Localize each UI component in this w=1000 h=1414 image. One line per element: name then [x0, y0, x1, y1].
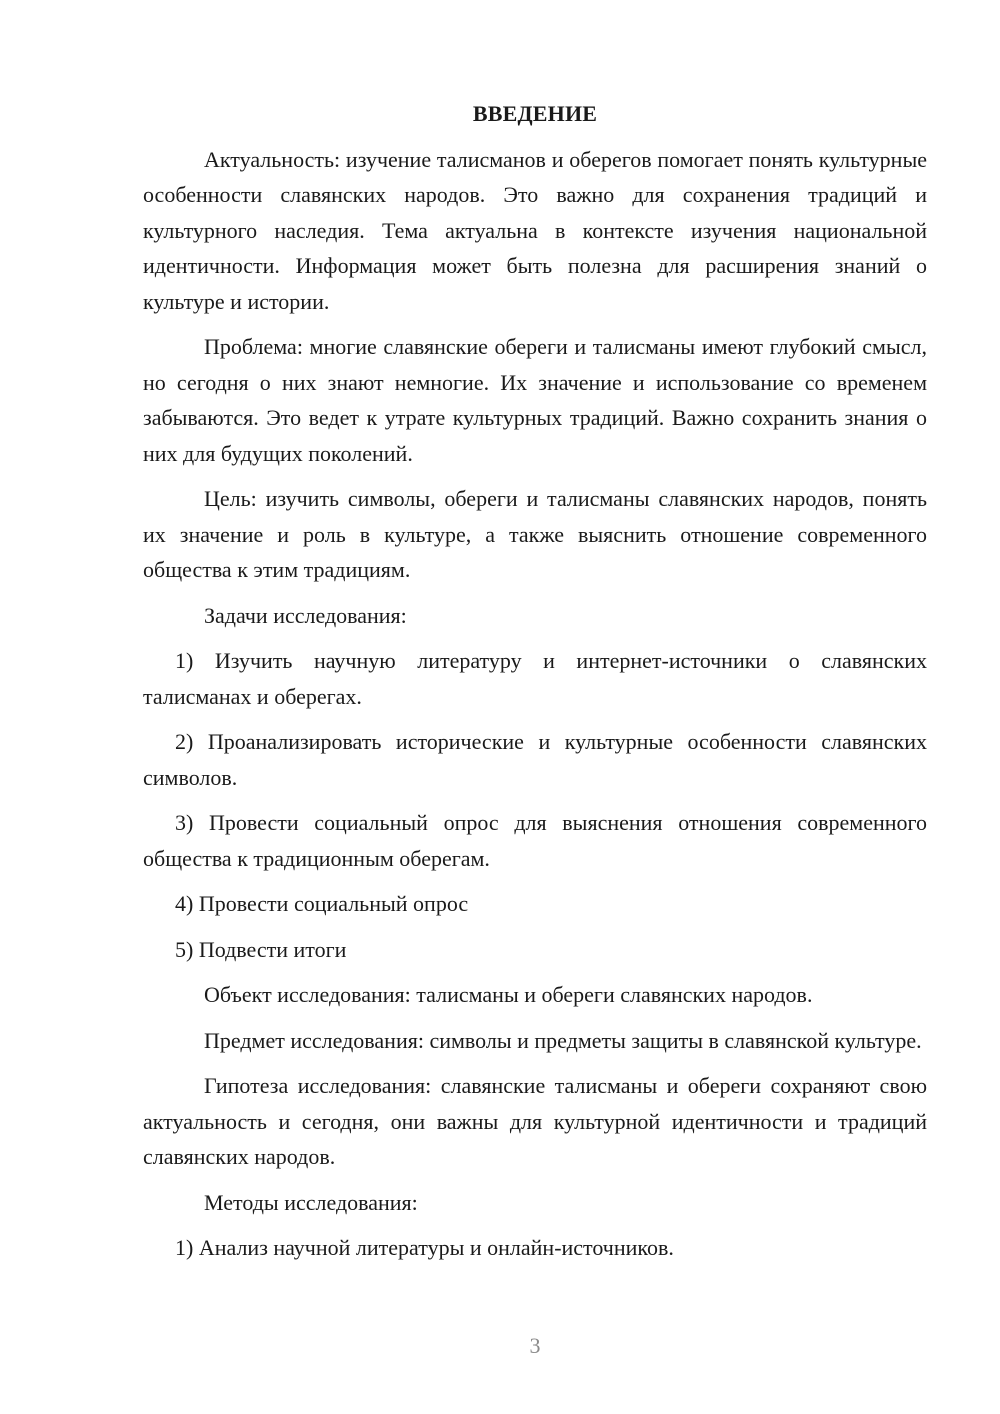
page-number: 3	[529, 1333, 541, 1358]
methods-heading: Методы исследования:	[204, 1189, 418, 1215]
tasks-heading: Задачи исследования:	[204, 602, 407, 628]
goal-paragraph: Цель: изучить символы, обереги и талисманы славянских народов, понять их значение и роль в культуре, а также выяснить отношение современного общества к этим традициям.	[143, 486, 927, 582]
document-body	[143, 96, 927, 1276]
task-item-2: 2) Проанализировать исторические и культурные особенности славянских символов.	[143, 729, 927, 790]
subject-paragraph: Предмет исследования: символы и предметы защиты в славянской культуре.	[204, 1027, 922, 1053]
relevance-paragraph: Актуальность: изучение талисманов и оберегов помогает понять культурные особенности славянских народов. Это важно для сохранения традиций и культурного наследия. Тема актуальна в контексте изучения национальной идентичности. Информация может быть полезна для расширения знаний о культуре и истории.	[143, 146, 927, 314]
page-title: ВВЕДЕНИЕ	[472, 101, 598, 126]
problem-paragraph: Проблема: многие славянские обереги и талисманы имеют глубокий смысл, но сегодня о них знают немногие. Их значение и использование со временем забываются. Это ведет к утрате культурных традиций. Важно сохранить знания о них для будущих поколений.	[143, 334, 927, 466]
method-item-1: 1) Анализ научной литературы и онлайн-источников.	[175, 1235, 674, 1260]
object-paragraph: Объект исследования: талисманы и обереги славянских народов.	[204, 982, 813, 1007]
hypothesis-paragraph: Гипотеза исследования: славянские талисманы и обереги сохраняют свою актуальность и сегодня, они важны для культурной идентичности и традиций славянских народов.	[143, 1073, 927, 1169]
task-item-4: 4) Провести социальный опрос	[175, 891, 469, 916]
task-item-3: 3) Провести социальный опрос для выяснения отношения современного общества к традиционным оберегам.	[143, 810, 927, 871]
task-item-5: 5) Подвести итоги	[175, 936, 347, 962]
task-item-1: 1) Изучить научную литературу и интернет-источники о славянских талисманах и оберегах.	[143, 648, 927, 709]
